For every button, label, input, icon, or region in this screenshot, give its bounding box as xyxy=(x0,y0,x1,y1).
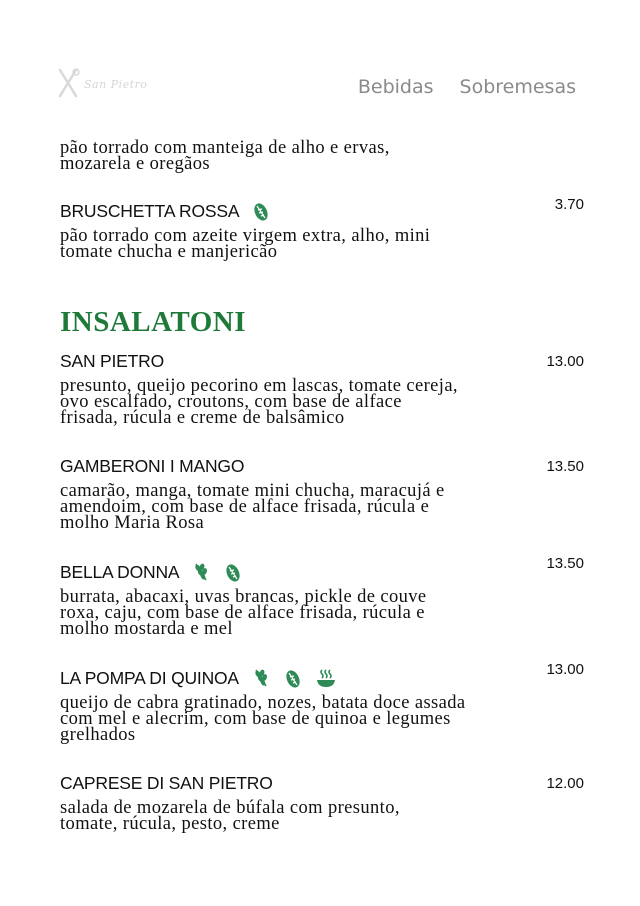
nav-link-sobremesas[interactable]: Sobremesas xyxy=(459,76,576,98)
intro-description: pão torrado com manteiga de alho e ervas, mozarela e oregãos xyxy=(60,138,390,174)
item-name: CAPRESE DI SAN PIETRO xyxy=(60,773,273,793)
gluten-free-icon xyxy=(191,561,211,583)
item-price: 12.00 xyxy=(546,775,584,792)
cutlery-logo-icon xyxy=(56,68,82,98)
item-name: SAN PIETRO xyxy=(60,351,164,371)
item-description: pão torrado com azeite virgem extra, alho, mini tomate chucha e manjericão xyxy=(60,226,431,262)
item-description: queijo de cabra gratinado, nozes, batata doce assada com mel e alecrim, com base de quinoa e legumes grelhados xyxy=(60,693,466,745)
logo[interactable] xyxy=(56,68,148,104)
item-description: presunto, queijo pecorino em lascas, tomate cereja, ovo escalfado, croutons, com base de alface frisada, rúcula e creme de balsâmico xyxy=(60,376,458,428)
menu-item-gamberoni-i-mango xyxy=(60,456,584,531)
item-description: burrata, abacaxi, uvas brancas, pickle de couve roxa, caju, com base de alface frisada, rúcula e molho mostarda e mel xyxy=(60,587,427,639)
item-price: 13.00 xyxy=(546,661,584,678)
menu-content xyxy=(60,140,584,832)
vegetarian-icon xyxy=(223,561,243,583)
item-name: BRUSCHETTA ROSSA xyxy=(60,200,240,221)
item-name: GAMBERONI I MANGO xyxy=(60,456,245,476)
hot-dish-icon xyxy=(315,667,337,689)
menu-item-bella-donna xyxy=(60,555,584,639)
item-description: camarão, manga, tomate mini chucha, maracujá e amendoim, com base de alface frisada, rúcula e molho Maria Rosa xyxy=(60,481,445,533)
item-description: salada de mozarela de búfala com presunto, tomate, rúcula, pesto, creme xyxy=(60,798,400,834)
logo-text: San Pietro xyxy=(84,78,148,91)
nav-link-bebidas[interactable]: Bebidas xyxy=(357,76,434,98)
vegetarian-icon xyxy=(251,200,271,222)
header xyxy=(0,0,640,120)
item-price: 13.00 xyxy=(546,353,584,370)
top-nav xyxy=(358,76,576,98)
menu-item-san-pietro xyxy=(60,351,584,426)
menu-item-caprese-di-san-pietro xyxy=(60,773,584,832)
vegetarian-icon xyxy=(283,667,303,689)
item-price: 13.50 xyxy=(546,555,584,572)
menu-item-la-pompa-di-quinoa xyxy=(60,661,584,745)
item-price: 3.70 xyxy=(554,196,584,213)
section-title: INSALATONI xyxy=(60,306,247,338)
item-name: BELLA DONNA xyxy=(60,561,180,582)
item-price: 13.50 xyxy=(546,458,584,475)
gluten-free-icon xyxy=(251,667,271,689)
menu-item-bruschetta-rossa xyxy=(60,196,584,262)
item-name: LA POMPA DI QUINOA xyxy=(60,667,239,688)
